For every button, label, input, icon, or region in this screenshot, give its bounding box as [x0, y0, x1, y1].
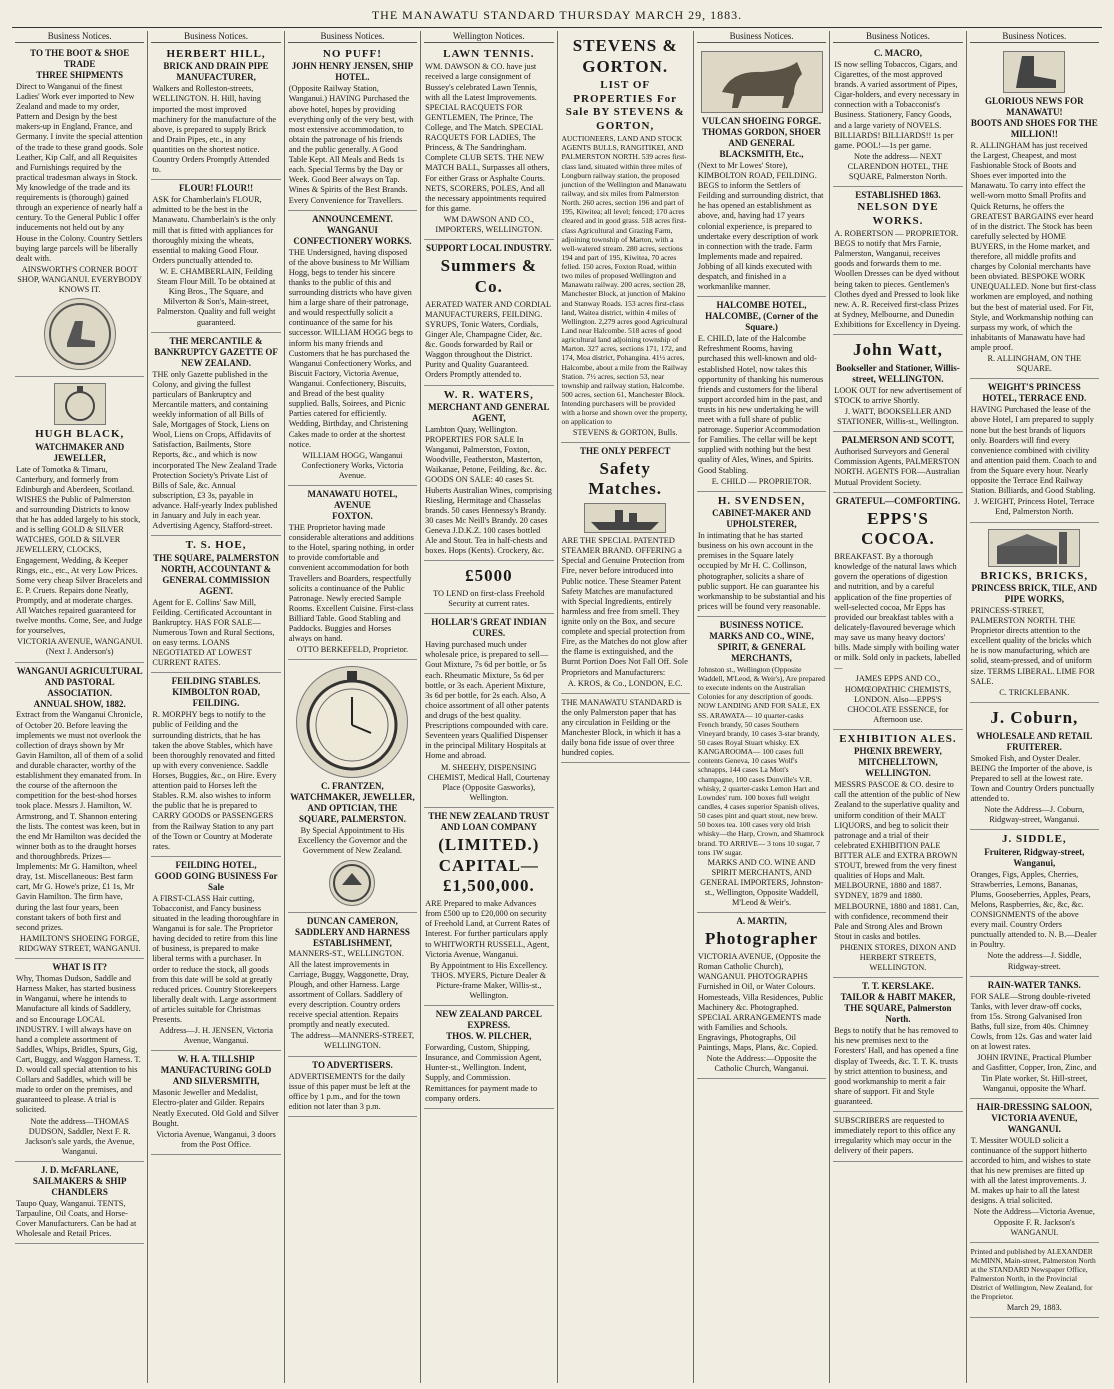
ad-title: C. MACRO,: [873, 47, 923, 58]
column-heading: Business Notices.: [970, 31, 1099, 43]
ad-body: AERATED WATER AND CORDIAL MANUFACTURERS, FEILDING. SYRUPS, Tonic Waters, Cordials, Ginger Ale, Champagne Cider, &c. &c. Goods forwarded by Rail or Waggon throughout the District. Purity and Quality Guaranteed. Orders Promptly attended to.: [425, 299, 551, 380]
column-heading: Business Notices.: [15, 31, 144, 43]
ad-bricks: [970, 523, 1099, 703]
ad-body: Masonic Jeweller and Medalist, Electro-plater and Gilder. Repairs Neatly Executed. Old Gold and Silver Bought.: [152, 1088, 279, 1128]
ad-title: PALMERSON AND SCOTT,: [841, 435, 955, 446]
ad-title: ESTABLISHED 1863.: [855, 190, 941, 201]
ad-safety-matches: [561, 443, 690, 694]
ad-feilding-hotel: [151, 857, 280, 1052]
ad-title: THE ONLY PERFECT: [580, 445, 671, 456]
ad-title: BUSINESS NOTICE.: [719, 620, 804, 631]
ad-subtitle: THOS. W. PILCHER,: [446, 1031, 532, 1042]
column-2: [148, 31, 284, 1383]
ad-body: (Next to Mr Lowes' Store), KIMBOLTON ROAD, FEILDING. BEGS to inform the Settlers of Feilding and surrounding district, that he has opened an establishment as above, and, having had 17 years colonial experience, is prepared to undertake every description of work in connection with the trade. Farm Implements made and repaired. Jobbing of all kinds executed with despatch, and finished in a workmanlike manner.: [697, 160, 824, 292]
ad-title: J. SIDDLE,: [1001, 833, 1067, 846]
ad-duncan-cameron: [288, 913, 417, 1057]
ad-body: Taupo Quay, Wanganui. TENTS, Tarpauline, Oil Coats, and Horse-Cover Manufacturers. Can be had at Wholesale and Retail Prices.: [16, 1198, 137, 1239]
ad-signature: MARKS AND CO. WINE AND SPIRIT MERCHANTS, AND GENERAL IMPORTERS, Johnston-st., Wellington, Opposite Waddell, M'Leod & Weir's.: [700, 857, 824, 908]
ad-dudson: [15, 959, 144, 1162]
ad-mcfarlane: [15, 1162, 144, 1244]
ad-subtitle: BRICK AND DRAIN PIPE MANUFACTURER,: [163, 61, 269, 83]
column-8: [967, 31, 1102, 1383]
ad-exhibition-ales: [833, 730, 962, 978]
ad-signature: The address—MANNERS-STREET, WELLINGTON.: [290, 1031, 415, 1051]
ad-signature: Note the Address:—Opposite the Catholic Church, Wanganui.: [706, 1054, 817, 1074]
columns: [12, 31, 1102, 1383]
ad-title: TO ADVERTISERS.: [312, 1059, 393, 1070]
ad-subtitle: Photographer: [705, 929, 819, 949]
boot-emblem-icon: [44, 298, 116, 370]
ad-title: £5000: [465, 566, 513, 586]
ad-signature: Note the Address—J. Coburn, Ridgway-street, Wanganui.: [984, 805, 1085, 825]
ad-body: Having purchased much under wholesale price, is prepared to sell— Gout Mixture, 7s 6d per bottle, or 5s each. Rheumatic Mixture, 5s 6d per bottle, or 3s each. Aperient Mixture, 3s 6d per bottle, for 2s each. Also, A choice assortment of all other patents and drugs of the best quality. Prescriptions compounded with care. Seventeen years Qualified Dispenser in the principal Military Hospitals at Home and abroad.: [425, 640, 549, 761]
ad-herbert-hill: [151, 45, 280, 180]
ad-subscribers: [833, 1112, 962, 1161]
ad-signature: W. E. CHAMBERLAIN, Feilding Steam Flour Mill. To be obtained at King Bros., The Square, and Milverton & Son's, Main-street, Palmerston. Quality and full weight guaranteed.: [156, 267, 276, 327]
ad-title: WEIGHT'S PRINCESS HOTEL, TERRACE END.: [982, 382, 1087, 404]
ad-subtitle: WANGANUI CONFECTIONERY WORKS.: [293, 224, 412, 246]
ad-title: HOLLAR'S GREAT INDIAN CURES.: [431, 617, 547, 639]
ad-subtitle: Safety Matches.: [588, 458, 662, 499]
ad-subtitle: JOHN HENRY JENSEN, SHIP HOTEL.: [291, 61, 414, 83]
ad-waters: [424, 386, 553, 562]
ad-subtitle: MANUFACTURING GOLD AND SILVERSMITH,: [160, 1065, 272, 1087]
column-3: [285, 31, 421, 1383]
ad-subtitle: PRINCESS BRICK, TILE, AND PIPE WORKS,: [971, 582, 1098, 604]
brickworks-illustration-icon: [988, 529, 1080, 567]
ad-title: THE MERCANTILE & BANKRUPTCY GAZETTE OF NEW ZEALAND.: [154, 335, 278, 368]
ad-signature: March 29, 1883.: [1006, 1302, 1062, 1312]
ad-body: Authorised Surveyors and General Commission Agents, PALMERSTON NORTH. AGENTS FOR—Australian Mutual Provident Society.: [834, 447, 960, 487]
ad-signature: Address—J. H. JENSEN, Victoria Avenue, Wanganui.: [159, 1026, 273, 1046]
ad-messiter: [970, 1099, 1099, 1243]
ad-summers: [424, 240, 553, 385]
ad-body: Lambton Quay, Wellington. PROPERTIES FOR SALE In Wanganui, Palmerston, Foxton, Woodville, Featherston, Masterton, Waikanae, Petone, Feilding, &c. &c. GOODS ON SALE: 40 cases St. Huberts Australian Wines, comprising Riesling, Hermitage and Chasselas brands. 50 cases Hennessy's Brandy. 30 cases Mc Neill's Brandy. 20 cases Geneva J.D.K.Z. 100 cases bottled Ale and Stout. Tea in half-chests and boxes. Hops (Kents). Crockery, &c.: [425, 424, 552, 556]
ad-to-advertisers: [288, 1057, 417, 1117]
ad-ainsworth: [15, 45, 144, 377]
ad-title: WANGANUI AGRICULTURAL AND PASTORAL ASSOCIATION.: [16, 665, 143, 698]
ad-title: J. D. McFARLANE,: [40, 1165, 119, 1176]
ad-body: BREAKFAST. By a thorough knowledge of the natural laws which govern the operations of digestion and nutrition, and by a careful application of the fine properties of well-selected cocoa, Mr Epps has provided our breakfast tables with a delicately-flavoured beverage which may save us many heavy doctors' bills. Made simply with boiling water or milk. Sold only in packets, labelled—: [834, 552, 961, 673]
ad-title: RAIN-WATER TANKS.: [987, 979, 1081, 990]
ad-body: AUCTIONEERS, LAND AND STOCK AGENTS BULLS, RANGITIKEI, AND PALMERSTON NORTH. 539 acres first-class land, situated within three miles of Longburn railway station, the proposed junction of the Wellington and Manawatu railway, and six miles from Palmerston North. 260 acres, section 196 and part of 195, Kiwitea; all level; fenced; 170 acres cleared and in good grass. 518 acres first-class Agricultural and Grazing Farm, adjoining township of Marton, with a well-watered stream. 280 acres, sections 194 and part of 195, Kiwitea, 70 acres felled. 150 acres, Foxton Road, within two miles of proposed Wellington and Manawatu railway. 200 acres, section 28, Manchester Block, at junction of Makino and Stanway Roads. 153 acres first-class land, Waitea district, within 4 miles of Wellington. 2,279 acres good Agricultural Land near Halcombe. 518 acres of good agricultural land adjoining township of Marton. 327 acres, sections 171, 172, and 174, Moa district, Pohangina. 41½ acres, Halcombe, about a mile from the Railway Station. 7½ acres, section 53, near township and railway station, Halcombe. 500 acres, section 61, Manchester Block. Intending purchasers will be provided with a horse and shown over the property, on application to: [561, 134, 688, 427]
ad-standard-notice: [561, 694, 690, 764]
ad-subtitle: THOMAS GORDON, SHOER AND GENERAL BLACKSMITH, Etc.,: [702, 126, 821, 159]
ad-body: THE only Gazette published in the Colony, and giving the fullest particulars of Bankruptcy and Mercantile matters, and containing weekly information of all Bills of Sale, Mortgages of Stock, Liens on Wool, Liens on Crops, Affidavits of Satisfaction, Bailments, Store Reports, &c., and which is now incorporated The New Zealand Trade Protection Society's Private List of Bills of Sale, &c. Annual subscription, £3 3s, payable in advance. Half-yearly Index published in January and July in each year. Advertising Agency, Stafford-street.: [152, 369, 278, 531]
ad-body: VICTORIA AVENUE, (Opposite the Roman Catholic Church), WANGANUI. PHOTOGRAPHS Furnished in Oil, or Water Colours. Homesteads, Villa Residences, Public Machinery &c. Photographed. SPECIAL ARRANGEMENTS made with Families and Schools. Engravings, Photographs, Oil Paintings, Maps, Plans, &c. Copied.: [697, 952, 824, 1053]
ad-body: Extract from the Wanganui Chronicle, of October 20. Before leaving the implements we must not overlook the collection of drays shown by Mr Gavin Hamilton, all of them of a solid and durable character, worthy of the establishment they emanated from. In the course of the afternoon the competition for the best-shod horses took place. Messrs J. Hamilton, W. Armstrong, and T. Shannon entering the lists. The contest was keen, but in the end Mr Hamilton was decided the winner both as to the draught horses and thoroughbreds. Prizes—Implements: Mr G. Hamilton, wheel dray, 1st. Miscellaneous: Best farm cart, Mr G. Howe's prize, £1 1s, Mr Gavin Hamilton. The firm have, during the last four years, been constant takers of both first and second prizes.: [16, 710, 143, 932]
ad-subtitle: ANNUAL SHOW, 1882.: [33, 698, 126, 709]
ad-title: W. H. A. TILLSHIP: [177, 1054, 255, 1065]
ad-feilding-stables: [151, 673, 280, 856]
ad-title: FEILDING HOTEL,: [175, 859, 257, 870]
column-heading: Business Notices.: [697, 31, 826, 43]
ad-siddle: [970, 830, 1099, 976]
ad-body: Oranges, Figs, Apples, Cherries, Strawberries, Lemons, Bananas, Plums, Gooseberries, Apples, Pears, Melons, Raspberries, &c, &c, &c. CONSIGNMENTS of the above every mail. Country Orders punctually attended to. N. B.—Dealer in Poultry.: [970, 869, 1097, 950]
ad-title: MANAWATU HOTEL, AVENUE: [307, 489, 398, 511]
ad-body: Smoked Fish, and Oyster Dealer. BEING the Importer of the above, is Prepared to sell at the lowest rate. Town and Country Orders punctually attended to.: [970, 753, 1095, 803]
column-6: [694, 31, 830, 1383]
ad-subtitle: THREE SHIPMENTS: [36, 69, 124, 80]
column-heading: Wellington Notices.: [424, 31, 553, 43]
ad-title: J. Coburn,: [990, 707, 1079, 727]
ad-title: W. R. WATERS,: [443, 388, 534, 401]
ad-signature: AINSWORTH'S CORNER BOOT SHOP, WANGANUI. EVERYBODY KNOWS IT.: [17, 264, 143, 295]
ad-title: ANNOUNCEMENT.: [312, 213, 393, 224]
ad-body: Johnston st., Wellington (Opposite Waddell, M'Leod, & Weir's), Are prepared to execute indents on the Australian Colonies for any description of goods. NOW LANDING AND FOR SALE, EX SS. ARAWATA— 10 quarter-casks French brandy, 50 cases Southern Vineyard brandy, 10 cases 3-star brandy, 50 cases Royal Stuart whisky. EX KANGAROOMA— 100 cases full contents Geneva, 10 cases Wolf's schnapps, 144 cases La Mott's champagne, 100 cases Dunville's V.R. whisky, 2 quarter-casks Lemon Hart and Lowndes' rum. 100 boxes full weight candles, 4 cases superior Spanish olives, 50 cases pint and quart stout, new brew. 50 boxes tea. 100 cases very old Irish whisky—the Harp, Crown, and Shamrock brand. TO ARRIVE— 3 tons 10 sugar, 7 tons 1W sugar.: [697, 664, 826, 857]
ad-subtitle: HALCOMBE, (Corner of the Square.): [705, 311, 818, 333]
ad-body: TO LEND on first-class Freehold Security at current rates.: [433, 589, 545, 609]
ad-subtitle: WATCHMAKER AND JEWELLER,: [35, 441, 125, 463]
ad-body: THE Proprietor having made considerable alterations and additions to the Hotel, sparing nothing, in order to provide comfortable and convenient accommodation for both Travellers and Boarders, respectfully solicits a continuance of the Public Patronage. Newly erected Sample Rooms. Excellent Cuisine. First-class Billiard Table. Good Stabling and Paddocks. Buggies and Horses always on hand.: [288, 522, 415, 644]
ad-body: HAVING Purchased the lease of the above Hotel, I am prepared to supply none but the best brands of liquors only. Boarders will find every convenience combined with civility and attention paid them. Coach to and from the Square every hour. Nearly opposite the Terrace End Railway Station. Billiards, and Good Stabling.: [970, 405, 1097, 496]
ad-title: STEVENS & GORTON.: [572, 36, 678, 76]
ad-body: By Special Appointment to His Excellency the Governor and the Government of New Zealand.: [297, 826, 408, 856]
ad-agricultural-show: [15, 663, 144, 960]
ad-marks-co: [697, 617, 826, 913]
column-5: [558, 31, 694, 1383]
ad-title: H. SVENDSEN,: [717, 494, 806, 507]
ad-coburn: [970, 703, 1099, 830]
ad-body: PRINCESS-STREET, PALMERSTON NORTH. THE Proprietor directs attention to the excellent quality of the bricks which he is now manufacturing, which are solid, steam-pressed, and of uniform size. TERMS LIBERAL. LIME FOR SALE.: [970, 605, 1095, 686]
ad-ts-hoe: [151, 536, 280, 673]
ad-subtitle: EPPS'S COCOA.: [861, 508, 935, 549]
ad-trust-loan: [424, 808, 553, 1006]
ad-body: Late of Tomotka & Timaru, Canterbury, and formerly from Edinburgh and Aberdeen, Scotland. WISHES the Public of Palmerston and surrounding Districts to know that he has added largely to his stock, and is selling GOLD & SILVER WATCHES, GOLD & SILVER JEWELLERY, CLOCKS, Engagement, Wedding, & Keeper Rings, etc., etc., At very Low Prices. Some very cheap Silver Bracelets and E. P. Cruets. Repairs done Neatly, Promptly, and at moderate charges. All Watches repaired guaranteed for twelve months. Come, See, and Judge for yourselves,: [16, 464, 143, 636]
ad-signature: PHŒNIX STORES, DIXON AND HERBERT STREETS, WELLINGTON.: [839, 943, 956, 973]
ad-body: A. ROBERTSON — PROPRIETOR. BEGS to notify that Mrs Farnie, Palmerston, Wanganui, receives goods and forwards them to me. Woollen Dresses can be dyed without being taken to pieces. Gentlemen's Clothes dyed and Pressed to look like new. A. R. Received first-class Prizes at Sydney, Melbourne, and Dunedin Exhibitions for Excellency in Dyeing.: [834, 229, 961, 330]
ad-title: LAWN TENNIS.: [443, 47, 535, 60]
ad-halcombe-hotel: [697, 297, 826, 492]
ad-body: Walkers and Rolleston-streets, WELLINGTON. H. Hill, having imported the most improved machinery for the manufacture of the above, is prepared to supply Brick and Drain Pipes, etc., in any quantities on the shortest notice. Country Orders Promptly Attended to.: [152, 84, 277, 175]
ad-subtitle: KIMBOLTON ROAD, FEILDING.: [172, 687, 260, 709]
ad-signature: E. CHILD — PROPRIETOR.: [711, 476, 812, 486]
ad-allingham: [970, 45, 1099, 379]
ad-title: VULCAN SHOEING FORGE.: [701, 115, 822, 126]
ad-title: John Watt,: [852, 340, 943, 360]
ad-body: In intimating that he has started business on his own account in the premises in the Square lately occupied by Mr H. C. Collinson, photographer, solicits a share of public support. He can guarantee his workmanship to be substantial and his prices will be found very reasonable.: [697, 531, 825, 611]
column-7: [830, 31, 966, 1383]
ad-title: THE NEW ZEALAND TRUST AND LOAN COMPANY: [428, 810, 550, 832]
ad-subtitle: GOOD GOING BUSINESS For Sale: [154, 870, 278, 892]
ad-signature: R. ALLINGHAM, ON THE SQUARE.: [987, 354, 1082, 374]
ad-john-watt: [833, 335, 962, 432]
ad-body: E. CHILD, late of the Halcombe Refreshment Rooms, having purchased this well-known and old-established Hotel, now takes this opportunity of thanking his numerous friends and customers for the liberal support accorded him in the past, and trusts in his new undertaking he will meet with a full share of public patronage. Superior Accommodation for Families. The cellar will be kept supplied with nothing but the best quality of Ales, Wines, and Spirits. Good Stabling.: [697, 334, 824, 475]
ad-loan-5000: [424, 561, 553, 614]
ad-signature: Note the address—J. Siddle, Ridgway-street.: [987, 951, 1082, 971]
ad-subtitle: NELSON DYE WORKS.: [857, 201, 939, 227]
ad-body: A FIRST-CLASS Hair cutting, Tobacconist, and Fancy business situated in the leading thoroughfare in Wanganui is for sale. The Proprietor having decided to retire from this line of business, is prepared to make liberal terms with a purchaser. In order to reduce the stock, all goods from this date will be sold at greatly reduced prices. Country Storekeepers liberally dealt with. Large assortment of articles suitable for Christmas Presents.: [152, 893, 279, 1025]
ad-title: NEW ZEALAND PARCEL EXPRESS.: [435, 1009, 542, 1031]
ad-signature: By Appointment to His Excellency. THOS. MYERS, Picture Dealer & Picture-frame Maker, Willis-st., Wellington.: [429, 960, 548, 1001]
ad-title: TO THE BOOT & SHOE TRADE: [30, 47, 130, 69]
ad-title: C. FRANTZEN,: [321, 781, 384, 792]
ad-subtitle: (LIMITED.) CAPITAL—£1,500,000.: [438, 834, 540, 896]
ad-tillship: [151, 1051, 280, 1155]
ad-body: Agent for E. Collins' Saw Mill, Feilding. Certificated Accountant in Bankruptcy. HAS FOR SALE—Numerous Town and Rural Sections, on easy terms. LOANS NEGOTIATED AT LOWEST CURRENT RATES.: [152, 597, 275, 668]
ad-body: FOR SALE—Strong double-riveted Tanks, with lever draw-off cocks, from 15s. Strong Galvanised Iron Baths, full size, from 40s. Chimney Cowls, from 12s. Gas and water laid on at lowest rates.: [970, 991, 1092, 1052]
ad-title: FLOUR! FLOUR!!: [178, 183, 254, 194]
ad-subtitle: Fruiterer, Ridgway-street, Wanganui,: [984, 846, 1085, 868]
ad-subtitle: VICTORIA AVENUE, WANGANUI.: [991, 1112, 1078, 1134]
ad-frantzen: [288, 660, 417, 912]
ad-body: ARE Prepared to make Advances from £500 up to £20,000 on security of Freehold Land, at Current Rates of Interest. For further particulars apply to WHITWORTH RUSSELL, Agent, Victoria Avenue, Wanganui.: [425, 899, 550, 959]
ad-signature: A. KROS, & Co., LONDON, E.C.: [567, 678, 683, 688]
ad-signature: J. WATT, BOOKSELLER AND STATIONER, Willis-st., Wellington.: [837, 407, 959, 427]
ad-subtitle: TAILOR & HABIT MAKER, THE SQUARE, Palmerston North.: [840, 992, 956, 1025]
ad-mercantile-gazette: [151, 333, 280, 537]
ad-title: DUNCAN CAMERON,: [306, 915, 398, 926]
ad-subtitle: PHŒNIX BREWERY, MITCHELLTOWN, WELLINGTON.: [854, 746, 942, 779]
ad-body: SUBSCRIBERS are requested to immediately report to this office any irregularity which may occur in the delivery of their papers.: [834, 1116, 956, 1156]
ad-kerslake: [833, 978, 962, 1112]
ad-title: WHAT IS IT?: [52, 962, 108, 973]
ad-stevens-gorton: [561, 31, 690, 443]
ad-title: GLORIOUS NEWS FOR MANAWATU!: [985, 95, 1084, 117]
ad-title: FEILDING STABLES.: [171, 676, 261, 687]
ad-signature: Note the address—THOMAS DUDSON, Saddler, Next F. R. Jackson's sale yards, the Avenue, Wanganui.: [25, 1116, 135, 1156]
ad-signature: J. WEIGHT, Princess Hotel, Terrace End, Palmerston North.: [974, 497, 1095, 517]
ad-subtitle: SAILMAKERS & SHIP CHANDLERS: [32, 1176, 127, 1197]
ad-lawn-tennis: [424, 45, 553, 240]
ad-signature: HAMILTON'S SHOEING FORGE, RIDGWAY STREET, WANGANUI.: [18, 933, 141, 953]
column-heading: Business Notices.: [833, 31, 962, 43]
boot-illustration-icon: [1003, 51, 1065, 93]
ad-body: THE Undersigned, having disposed of the above business to Mr William Hogg, begs to tender his sincere thanks to the public of this and surrounding districts who have given him a large share of their patronage, and would respectfully solicit a continuance of the same for his successor. WILLIAM HOGG begs to inform his many friends and Customers that he has purchased the Wanganui Confectionery Works, and Biscuit Factory, Victoria Avenue, Wanganui. Confectionery, Biscuits, and Bread of the best quality supplied. Balls, Soirees, and Picnic Parties catered for efficiently. Wedding, Birthday, and Christening Cakes made to order at the shortest notice.: [288, 247, 413, 449]
ad-title: GRATEFUL—COMFORTING.: [835, 495, 961, 506]
ad-svendsen: [697, 492, 826, 617]
ad-indian-cures: [424, 614, 553, 808]
ad-title: T. S. HOE,: [185, 539, 247, 552]
ad-parcel-express: [424, 1006, 553, 1109]
ad-ship-hotel: [288, 45, 417, 211]
ad-signature: JAMES EPPS AND CO., HOMŒOPATHIC CHEMISTS, LONDON. Also—EPPS'S CHOCOLATE ESSENCE, for Afternoon use.: [844, 674, 952, 724]
ad-signature: Note the Address—Victoria Avenue, Opposite F. R. Jackson's WANGANUI.: [973, 1207, 1095, 1237]
ad-body: Direct to Wanganui of the finest Ladies' Work ever imported to New Zealand and made to my order, Pattern and Design by the best makers-up in England, France, and Germany. I invite the special attention of the trade to these grand goods. Sole Leather, Kip Calf, and all Requisites and Furnishings required by the practical tradesman always in Stock. My knowledge of the trade and its requirements is (thorough) gained through an experience of nearly half a century. To the General Public I offer inducements not held out by any House in the Colony. Country Settlers buying large parcels will be liberally dealt with.: [16, 81, 144, 263]
ad-manawatu-hotel: [288, 486, 417, 660]
ad-subtitle: WATCHMAKER, JEWELLER, AND OPTICIAN, THE SQUARE, PALMERSTON.: [290, 792, 415, 825]
ad-title: HERBERT HILL,: [166, 47, 266, 60]
ad-title: T. T. KERSLAKE.: [862, 981, 934, 992]
ad-subtitle: CABINET-MAKER AND UPHOLSTERER,: [712, 508, 812, 530]
ad-title: BRICKS, BRICKS,: [980, 569, 1089, 582]
ad-signature: Note the address— NEXT CLARENDON HOTEL, THE SQUARE, Palmerston North.: [847, 151, 949, 182]
ad-body: T. Messiter WOULD solicit a continuance of the support hitherto accorded to him, and wishes to state that his new premises are fitted up with all the latest improvements. J. M. makes up hair to all the latest designs. A trial solicited.: [970, 1135, 1091, 1206]
ad-body: THE MANAWATU STANDARD is the only Palmerston paper that has any circulation in Feilding or the Manchester Block, in which it has a daily bona fide issue of over three hundred copies.: [561, 697, 682, 758]
ad-title: HUGH BLACK,: [35, 428, 125, 441]
ad-body: ARE THE SPECIAL PATENTED STEAMER BRAND. OFFERING a Special and Genuine Protection from Fire, never before introduced into Public notice. These Steamer Patent Safety Matches are manufactured with Special Ingredients, entirely harmless and free from smell. They ignite only on the Box, and secure complete and special protection from Fire, as the Matches do not glow after the flame is extinguished, and the Burnt Portion Does Not Fall Off. Sole Proprietors and Manufacturers:: [561, 536, 688, 677]
column-heading: Business Notices.: [151, 31, 280, 43]
ad-epps-cocoa: [833, 493, 962, 730]
ad-body: R. ALLINGHAM has just received the Largest, Cheapest, and most Fashionable Stock of Boots and Shoes ever imported into the Manawatu. To carry into effect the well-worn motto Small Profits and Quick Returns, he offers the GREATEST BARGAINS ever heard of in the district. The Stock has been carefully selected by HOME BUYERS, in the Home market, and therefore, all middle profits and charges by Colonial merchants have been obviated. BESPOKE WORK UNEQUALLED. None but first-class workmen are employed, and nothing but the best of material used. For Fit, Style, and Workmanship nothing can surpass my work, of which the inhabitants of Manawatu have had ample proof.: [970, 140, 1096, 353]
horse-illustration-icon: [701, 51, 823, 113]
ad-title: NO PUFF!: [322, 47, 382, 60]
ad-title: SUPPORT LOCAL INDUSTRY.: [425, 243, 552, 254]
ad-body: WM. DAWSON & CO. have just received a large consignment of Bussey's celebrated Lawn Tennis, with all the Latest Improvements. SPECIAL RACQUETS FOR GENTLEMEN, The Prince, The College, and The Match. SPECIAL RACQUETS FOR LADIES, The Princess, & The Sandringham. Complete CLUB SETS. THE NEW MATCH BALL, Surpasses all others, For either Grass or Asphalte Courts. NETS, SCORERS, POLES, And all the necessary appointments required for this game.: [425, 62, 550, 213]
masthead: THE MANAWATU STANDARD THURSDAY MARCH 29, 1883.: [371, 8, 743, 22]
ad-body: R. MORPHY begs to notify to the public of Feilding and the surrounding districts, that he has taken the above Stables, which have been thoroughly renovated and fitted up with every convenience. Saddle Horses, Buggies, &c., on Hire. Every attention paid to Horses left the Stables. R.M. also wishes to inform the public that he is prepared to CARRY GOODS or PASSENGERS from the Railway Station to any part of the Town or Country at Moderate rates.: [152, 710, 277, 851]
ad-signature: M. SHEEHY, DISPENSING CHEMIST, Medical Hall, Courtenay Place (Opposite Gasworks), Wellington.: [427, 762, 550, 802]
ad-nelson-dye: [833, 187, 962, 335]
ad-martin-photographer: [697, 913, 826, 1079]
ad-body: Begs to notify that he has removed to his new premises next to the Foresters' Hall, and has opened a fine display of Tweeds, &c. T. T. K. trusts by strict attention to business, and good workmanship to merit a fair share of support. Fit and Style guaranteed.: [834, 1026, 959, 1106]
ad-body: Printed and published by ALEXANDER McMINN, Main-street, Palmerston North at the STANDARD Newspaper Office, Palmerston North, in the Provincial District of Wellington, New Zealand, for the Proprietor.: [970, 1246, 1096, 1302]
ad-signature: C. TRICKLEBANK.: [999, 687, 1070, 697]
ad-body: ADVERTISEMENTS for the daily issue of this paper must be left at the office by 1 p.m., and for the town edition not later than 3 p.m.: [288, 1071, 411, 1111]
ad-body: IS now selling Tobaccos, Cigars, and Cigarettes, of the most approved brands. A varied assortment of Pipes, Cigar-holders, and every necessary in connection with a Tobacconist's Business. Stationery, Fancy Goods, and a large variety of NOVELS. BILLIARDS! BILLIARDS!! 1s per game. POOL!—1s per game.: [834, 59, 960, 150]
imprint: [970, 1243, 1099, 1318]
ad-signature: STEVENS & GORTON, Bulls.: [572, 427, 678, 437]
ad-body: Forwarding, Custom, Shipping, Insurance, and Commission Agent, Hunter-st., Wellington. Indent, Supply, and Commission. Remittances for payment made to company orders.: [425, 1043, 542, 1103]
ad-body: MESSRS PASCOE & CO. desire to call the attention of the public of New Zealand to the superlative quality and uniform condition of their MALT LIQUORS, and beg to solicit their patronage and a trial of their celebrated EXHIBITION PALE BITTER ALE and EXTRA BROWN STOUT, brewed from the very finest qualities of Hops and Malt. MELBOURNE, 1880 and 1887. SYDNEY, 1879 and 1880. MELBOURNE, 1880 and 1881. Can, with confidence, recommend their Pale and Strong Ales and Brown Stout in casks and bottles.: [834, 780, 961, 941]
ad-subtitle: THE SQUARE, PALMERSTON NORTH, ACCOUNTANT & GENERAL COMMISSION AGENT.: [153, 552, 280, 596]
ad-signature: JOHN IRVINE, Practical Plumber and Gasfitter, Copper, Iron, Zinc, and Tin Plate worker, St. Hill-street, Wanganui, opposite the Wharf.: [972, 1053, 1097, 1093]
ad-title: HALCOMBE HOTEL,: [716, 300, 807, 311]
ad-subtitle: MARKS AND CO., WINE, SPIRIT, & GENERAL MERCHANTS,: [709, 631, 814, 663]
ad-subtitle: SADDLERY AND HARNESS ESTABLISHMENT,: [295, 926, 410, 948]
ad-body: LOOK OUT for new advertisement of STOCK to arrive Shortly.: [834, 385, 962, 405]
ad-body: Why, Thomas Dudson, Saddle and Harness Maker, has started business in Wanganui, where he intends to Manufacture all kinds of Saddlery, and so Encourage LOCAL INDUSTRY. I will always have on hand a complete assortment of Saddles, Whips, Bridles, Spurs, Gig, Cart, Buggy, and Waggon Harness. T. D. would call special attention to his Collars and Saddles, which will be made to order on the premises, and guaranteed to please. A trial is solicited.: [16, 974, 141, 1115]
ad-subtitle: BOOTS AND SHOES FOR THE MILLION!!: [970, 117, 1098, 139]
ad-body: (Opposite Railway Station, Wanganui.) HAVING Purchased the above hotel, hopes by providing everything only of the very best, with most extensive accommodation, to obtain the patronage of his friends and the public generally. A Good Table Kept. All Meals and Beds 1s each. Special Terms by the Day or Week. Good Beer always on Tap. Wines & Spirits of the Best Brands. Every Convenience for Travellers.: [288, 84, 414, 205]
column-heading: Business Notices.: [288, 31, 417, 43]
ad-signature: WILLIAM HOGG, Wanganui Confectionery Works, Victoria Avenue.: [301, 450, 404, 480]
ad-chamberlain-flour: [151, 180, 280, 332]
ad-signature: VICTORIA AVENUE, WANGANUI. (Next J. Anderson's): [16, 637, 143, 657]
ad-subtitle: FOXTON.: [332, 510, 373, 521]
pocket-watch-icon: [296, 666, 408, 778]
ad-subtitle: WHOLESALE AND RETAIL FRUITERER.: [976, 730, 1093, 752]
watch-illustration-icon: [54, 383, 106, 425]
ad-rain-water-tanks: [970, 977, 1099, 1099]
ad-palmerson-scott: [833, 432, 962, 492]
ad-signature: WM DAWSON AND CO., IMPORTERS, WELLINGTON.: [435, 215, 543, 235]
ad-body: ASK for Chamberlain's FLOUR, admitted to be the best in the Manawatu. Chamberlain's is the only mill that is fitted with appliances for thoroughly mixing the wheats, essential to making Good Flour. Orders punctually attended to.: [152, 195, 276, 265]
ad-subtitle: MERCHANT AND GENERAL AGENT,: [428, 401, 550, 423]
column-1: [12, 31, 148, 1383]
ad-weight-princess: [970, 379, 1099, 522]
column-4: [421, 31, 557, 1383]
ad-vulcan-forge: [697, 45, 826, 297]
ad-title: A. MARTIN,: [736, 916, 787, 927]
ad-body: MANNERS-ST., WELLINGTON. All the latest improvements in Carriage, Buggy, Waggonette, Dray, Plough, and other Harness. Large assortment of Collars. Saddlery of every description. Country orders receive special attention. Repairs promptly and neatly executed.: [288, 949, 409, 1030]
royal-crest-icon: [329, 860, 375, 906]
steamer-trademark-icon: [584, 503, 666, 533]
ad-signature: Victoria Avenue, Wanganui, 3 doors from the Post Office.: [156, 1129, 276, 1149]
ad-subtitle: Summers & Co.: [440, 256, 537, 296]
ad-hugh-black: [15, 377, 144, 662]
ad-signature: OTTO BERKEFELD, Proprietor.: [296, 645, 409, 655]
ad-macro: [833, 45, 962, 187]
ad-title: HAIR-DRESSING SALOON,: [976, 1101, 1092, 1112]
ad-confectionery: [288, 211, 417, 486]
masthead-rule: [12, 27, 1102, 28]
ad-subtitle: Bookseller and Stationer, Willis-street, WELLINGTON.: [836, 362, 960, 384]
ad-title: EXHIBITION ALES.: [839, 732, 957, 745]
ad-subtitle: LIST OF PROPERTIES For Sale BY STEVENS & GORTON,: [565, 79, 685, 132]
